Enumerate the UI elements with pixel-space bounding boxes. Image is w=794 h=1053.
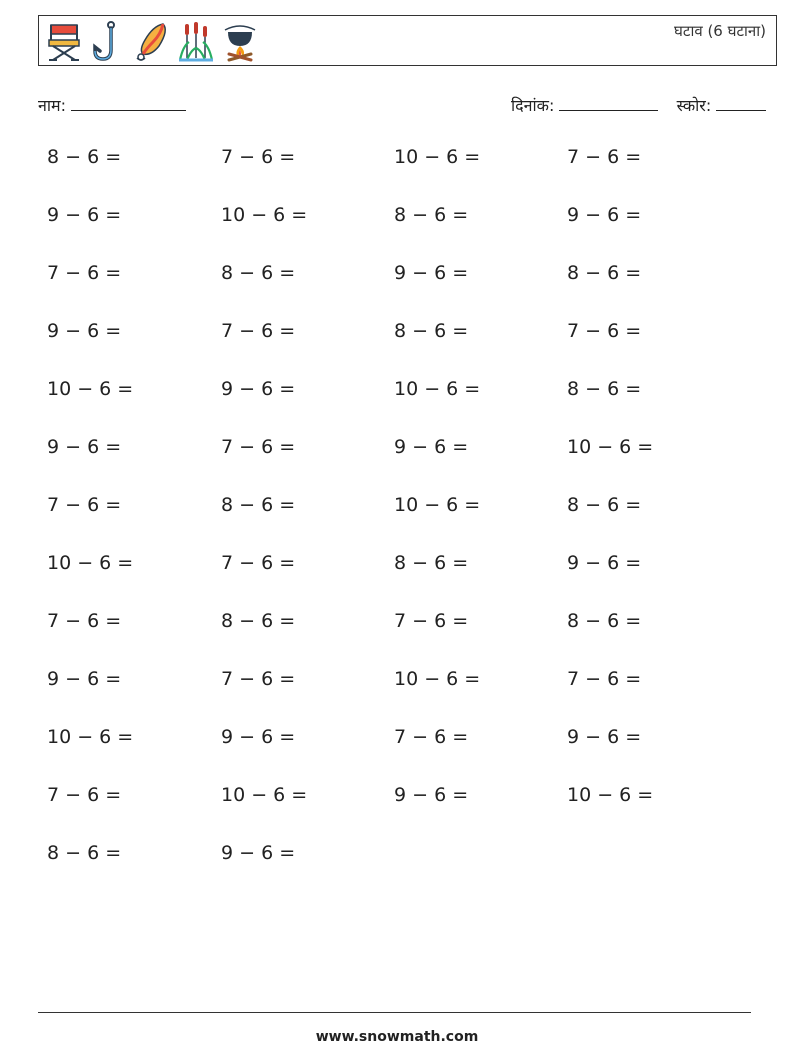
subtraction-problem: 7 − 6 = (47, 784, 122, 806)
fishing-lure-icon (133, 20, 171, 62)
subtraction-problem: 8 − 6 = (567, 610, 642, 632)
date-score-fields (511, 94, 766, 116)
subtraction-problem: 8 − 6 = (567, 494, 642, 516)
subtraction-problem: 9 − 6 = (221, 842, 296, 864)
director-chair-icon (45, 20, 83, 62)
fishing-hook-icon (89, 20, 127, 62)
subtraction-problem: 7 − 6 = (47, 494, 122, 516)
subtraction-problem: 7 − 6 = (221, 320, 296, 342)
subtraction-problem: 9 − 6 = (567, 726, 642, 748)
date-blank[interactable] (559, 96, 658, 111)
subtraction-problem: 9 − 6 = (47, 436, 122, 458)
name-field (38, 94, 186, 116)
subtraction-problem: 10 − 6 = (394, 668, 481, 690)
subtraction-problem: 8 − 6 = (221, 610, 296, 632)
date-label: दिनांक: (511, 96, 555, 115)
subtraction-problem: 10 − 6 = (47, 552, 134, 574)
subtraction-problem: 9 − 6 = (394, 784, 469, 806)
subtraction-problem: 7 − 6 = (567, 668, 642, 690)
subtraction-problem: 8 − 6 = (394, 320, 469, 342)
name-label: नाम: (38, 96, 66, 115)
subtraction-problem: 10 − 6 = (567, 784, 654, 806)
subtraction-problem: 8 − 6 = (47, 146, 122, 168)
subtraction-problem: 8 − 6 = (567, 378, 642, 400)
subtraction-problem: 8 − 6 = (394, 204, 469, 226)
subtraction-problem: 9 − 6 = (567, 204, 642, 226)
score-blank[interactable] (716, 96, 766, 111)
footer-url: www.snowmath.com (315, 1029, 479, 1045)
subtraction-problem: 7 − 6 = (221, 146, 296, 168)
subtraction-problem: 7 − 6 = (394, 726, 469, 748)
subtraction-problem: 9 − 6 = (47, 320, 122, 342)
subtraction-problem: 9 − 6 = (47, 668, 122, 690)
subtraction-problem: 9 − 6 = (221, 726, 296, 748)
subtraction-problem: 8 − 6 = (567, 262, 642, 284)
subtraction-problem: 7 − 6 = (221, 436, 296, 458)
subtraction-problem: 10 − 6 = (394, 494, 481, 516)
subtraction-problem: 8 − 6 = (221, 262, 296, 284)
subtraction-problem: 7 − 6 = (221, 552, 296, 574)
campfire-pot-icon (221, 20, 259, 62)
subtraction-problem: 7 − 6 = (221, 668, 296, 690)
name-blank[interactable] (71, 96, 186, 111)
worksheet-header (38, 15, 777, 66)
subtraction-problem: 10 − 6 = (47, 726, 134, 748)
subtraction-problem: 9 − 6 = (394, 262, 469, 284)
subtraction-problem: 9 − 6 = (567, 552, 642, 574)
subtraction-problem: 7 − 6 = (47, 262, 122, 284)
subtraction-problem: 8 − 6 = (221, 494, 296, 516)
subtraction-problem: 7 − 6 = (567, 146, 642, 168)
subtraction-problem: 9 − 6 = (221, 378, 296, 400)
subtraction-problem: 10 − 6 = (567, 436, 654, 458)
subtraction-problem: 10 − 6 = (221, 204, 308, 226)
subtraction-problem: 8 − 6 = (394, 552, 469, 574)
subtraction-problem: 7 − 6 = (394, 610, 469, 632)
subtraction-problem: 7 − 6 = (47, 610, 122, 632)
footer-divider (38, 1012, 751, 1013)
subtraction-problem: 10 − 6 = (394, 146, 481, 168)
subtraction-problem: 9 − 6 = (394, 436, 469, 458)
worksheet-title: घटाव (6 घटाना) (674, 22, 766, 40)
subtraction-problem: 9 − 6 = (47, 204, 122, 226)
subtraction-problem: 7 − 6 = (567, 320, 642, 342)
subtraction-problem: 8 − 6 = (47, 842, 122, 864)
cattail-reeds-icon (177, 20, 215, 62)
subtraction-problem: 10 − 6 = (394, 378, 481, 400)
subtraction-problem: 10 − 6 = (221, 784, 308, 806)
subtraction-problem: 10 − 6 = (47, 378, 134, 400)
score-label: स्कोर: (676, 96, 712, 115)
header-icons (45, 20, 259, 62)
